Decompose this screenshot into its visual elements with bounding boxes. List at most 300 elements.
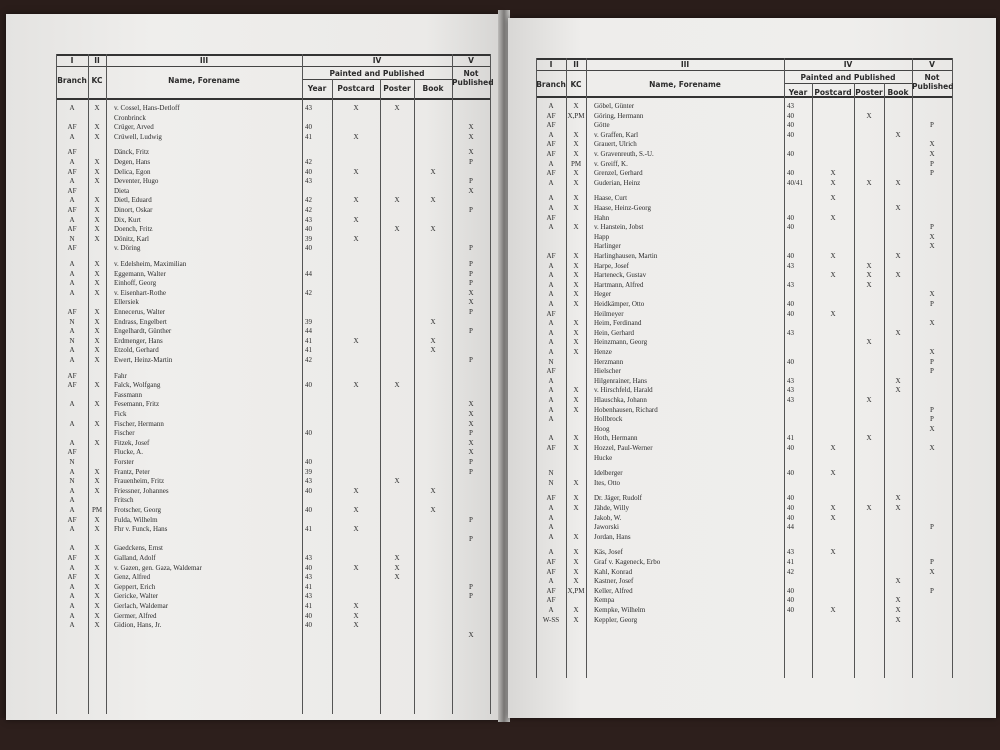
table-row (508, 523, 996, 533)
cell-year: 42 (305, 288, 312, 297)
cell-branch: AF (546, 367, 556, 376)
cell-kc: X (94, 486, 100, 495)
cell-year: 40 (305, 167, 312, 176)
cell-np: X (929, 242, 935, 251)
cell-np: P (469, 458, 473, 466)
table-row (508, 233, 996, 243)
table-row (6, 298, 500, 308)
cell-book: X (430, 506, 436, 514)
cell-kc: X (573, 494, 579, 503)
cell-branch: A (548, 102, 554, 110)
header-painted-rule (784, 83, 912, 84)
header-col-ii: II (573, 60, 579, 69)
cell-branch: AF (67, 167, 77, 176)
table-row (508, 300, 996, 310)
cell-branch: N (548, 469, 554, 478)
cell-np: P (930, 523, 934, 532)
cell-branch: AF (67, 381, 77, 390)
cell-year: 43 (305, 477, 312, 486)
cell-branch: W-SS (542, 615, 560, 624)
cell-year: 41 (305, 346, 312, 355)
header-year: Year (307, 84, 327, 93)
table-row (508, 252, 996, 262)
cell-year: 40 (305, 225, 312, 234)
cell-branch: A (69, 279, 75, 288)
table-row (508, 454, 996, 464)
cell-kc: PM (570, 159, 582, 168)
cell-np: P (930, 558, 934, 566)
cell-name: Frauenheim, Fritz (114, 477, 165, 486)
cell-postcard: X (830, 469, 836, 478)
cell-branch: AF (546, 140, 556, 149)
cell-branch: A (69, 544, 75, 553)
cell-name: v. Hanstein, Jobst (594, 223, 644, 232)
cell-name: Fesemann, Fritz (114, 400, 160, 409)
cell-branch: AF (67, 225, 77, 234)
cell-name: Dänck, Fritz (114, 148, 149, 157)
cell-name: Ellersiek (114, 298, 139, 307)
cell-poster: X (394, 554, 400, 562)
cell-book: X (430, 336, 436, 345)
cell-name: Delica, Egon (114, 167, 151, 176)
table-row (6, 123, 500, 133)
cell-book: X (895, 386, 901, 395)
cell-name: v. Hirschfeld, Harald (594, 386, 653, 395)
cell-name: Grenzel, Gerhard (594, 169, 643, 178)
cell-year: 40 (787, 596, 794, 605)
cell-np: P (469, 582, 473, 591)
cell-np: P (469, 327, 473, 336)
cell-branch: AF (546, 252, 556, 260)
cell-name: Haase, Curt (594, 194, 628, 203)
cell-kc: X (94, 158, 100, 166)
cell-year: 40 (787, 586, 794, 595)
cell-kc: X (94, 356, 100, 364)
cell-book: X (430, 225, 436, 234)
cell-branch: AF (546, 150, 556, 158)
table-row (6, 477, 500, 487)
cell-branch: A (548, 376, 554, 385)
cell-poster: X (394, 225, 400, 234)
cell-kc: X (573, 577, 579, 586)
cell-np: X (468, 400, 474, 409)
table-row (6, 400, 500, 410)
cell-branch: A (69, 327, 75, 336)
cell-name: Gericke, Walter (114, 592, 159, 601)
table-row (508, 194, 996, 204)
cell-kc: X (94, 123, 100, 132)
cell-poster: X (394, 196, 400, 205)
cell-branch: AF (67, 371, 77, 380)
cell-kc: X (94, 563, 100, 572)
cell-kc: X (94, 279, 100, 288)
cell-kc: X,PM (567, 111, 585, 120)
cell-branch: A (69, 438, 75, 447)
cell-kc: X (94, 544, 100, 553)
header-branch: Branch (536, 80, 566, 89)
header-postcard: Postcard (337, 84, 375, 93)
cell-poster: X (394, 381, 400, 390)
cell-kc: X (573, 606, 579, 614)
cell-np: X (929, 232, 935, 241)
cell-kc: X (573, 548, 579, 557)
table-row (508, 596, 996, 606)
table-row (508, 223, 996, 233)
cell-kc: X (573, 223, 579, 232)
cell-year: 43 (787, 548, 794, 557)
cell-name: Heinzmann, Georg (594, 338, 648, 347)
cell-branch: AF (546, 309, 556, 318)
cell-kc: X (94, 477, 100, 486)
table-row (508, 140, 996, 150)
cell-name: Eggemann, Walter (114, 269, 166, 278)
cell-name: Geppert, Erich (114, 582, 156, 591)
cell-year: 44 (305, 327, 312, 336)
cell-kc: X (573, 532, 579, 541)
cell-kc: X (573, 252, 579, 260)
cell-np: P (469, 279, 473, 288)
cell-branch: A (69, 506, 75, 514)
cell-name: Endrass, Engelbert (114, 317, 167, 326)
cell-name: Kastner, Josef (594, 577, 634, 586)
left-table (6, 14, 500, 720)
header-col-v: V (929, 60, 935, 69)
cell-kc: X (573, 328, 579, 337)
cell-name: Göbel, Günter (594, 102, 635, 110)
cell-postcard: X (830, 271, 836, 280)
cell-book: X (895, 178, 901, 187)
cell-branch: A (548, 415, 554, 424)
cell-kc: X (573, 290, 579, 299)
cell-year: 40 (305, 244, 312, 253)
cell-np: P (469, 158, 473, 166)
cell-branch: AF (546, 111, 556, 120)
cell-branch: A (548, 532, 554, 541)
cell-kc: X (94, 288, 100, 297)
cell-branch: A (548, 396, 554, 404)
cell-np: P (469, 177, 473, 186)
cell-branch: AF (67, 573, 77, 582)
table-row (6, 168, 500, 178)
table-row (508, 329, 996, 339)
table-row (6, 187, 500, 197)
cell-branch: A (548, 194, 554, 203)
cell-name: Fahr (114, 371, 127, 380)
table-row (508, 367, 996, 377)
table-row (508, 386, 996, 396)
table-row (508, 242, 996, 252)
cell-kc: X (94, 515, 100, 524)
cell-year: 43 (305, 573, 312, 582)
table-row (508, 494, 996, 504)
cell-np: P (930, 159, 934, 168)
table-row (508, 396, 996, 406)
cell-np: P (469, 269, 473, 278)
cell-branch: A (548, 328, 554, 337)
cell-book: X (430, 167, 436, 176)
cell-branch: A (69, 611, 75, 620)
table-row (508, 479, 996, 489)
cell-branch: A (69, 346, 75, 355)
table-row (508, 310, 996, 320)
cell-postcard: X (353, 381, 359, 390)
cell-book: X (430, 196, 436, 205)
table-row (6, 516, 500, 526)
cell-name: Ites, Otto (594, 478, 621, 487)
table-row (6, 583, 500, 593)
cell-year: 40 (305, 506, 312, 514)
cell-branch: A (548, 434, 554, 443)
table-row (508, 587, 996, 597)
cell-year: 43 (787, 396, 794, 404)
cell-name: Harlinger (594, 242, 621, 251)
cell-branch: A (69, 132, 75, 141)
cell-branch: A (69, 525, 75, 534)
header-col-iv: IV (372, 56, 382, 65)
table-row (6, 216, 500, 226)
cell-year: 42 (787, 567, 794, 576)
cell-postcard: X (353, 506, 359, 514)
table-row (508, 377, 996, 387)
table-row (6, 420, 500, 430)
cell-name: Guderian, Heinz (594, 178, 641, 187)
cell-year: 40 (787, 130, 794, 139)
cell-np: X (468, 186, 474, 195)
cell-name: v. Gazen, gen. Gaza, Waldemar (114, 563, 202, 572)
cell-branch: AF (67, 244, 77, 253)
cell-postcard: X (830, 178, 836, 187)
cell-kc: X (94, 573, 100, 582)
cell-kc: X (573, 405, 579, 414)
cell-np: P (930, 300, 934, 308)
table-row (6, 308, 500, 318)
cell-kc: X (94, 167, 100, 176)
header-col-iii: III (680, 60, 690, 69)
cell-name: Haase, Heinz-Georg (594, 204, 652, 212)
cell-year: 40 (305, 123, 312, 132)
header-bottom-rule (56, 98, 490, 100)
table-row (6, 337, 500, 347)
cell-branch: A (69, 288, 75, 297)
cell-name: v. Edelsheim, Maximilian (114, 260, 187, 268)
cell-postcard: X (353, 486, 359, 495)
cell-np: P (930, 415, 934, 424)
cell-kc: X (94, 525, 100, 534)
cell-branch: A (69, 260, 75, 268)
cell-name: Forster (114, 458, 134, 466)
cell-year: 43 (305, 104, 312, 112)
cell-kc: X (94, 467, 100, 476)
table-row (6, 468, 500, 478)
table-row (6, 381, 500, 391)
table-row (6, 439, 500, 449)
cell-branch: A (548, 204, 554, 212)
cell-poster: X (394, 104, 400, 112)
cell-year: 42 (305, 206, 312, 214)
cell-np: P (469, 429, 473, 438)
cell-branch: A (548, 504, 554, 512)
cell-np: P (469, 467, 473, 476)
cell-name: Harlinghausen, Martin (594, 252, 658, 260)
cell-branch: AF (546, 586, 556, 595)
table-row (6, 279, 500, 289)
cell-np: X (929, 319, 935, 328)
cell-branch: AF (546, 558, 556, 566)
cell-year: 40 (305, 429, 312, 438)
cell-name: v. Greiff, K. (594, 159, 628, 168)
table-row (508, 169, 996, 179)
cell-year: 39 (305, 234, 312, 243)
cell-branch: A (548, 348, 554, 356)
cell-year: 41 (305, 132, 312, 141)
table-row (508, 504, 996, 514)
table-row (508, 606, 996, 616)
table-row (6, 448, 500, 458)
table-row (508, 348, 996, 358)
table-row (6, 544, 500, 554)
cell-np: P (469, 356, 473, 364)
table-row (6, 356, 500, 366)
table-row (6, 260, 500, 270)
cell-branch: A (548, 159, 554, 168)
cell-postcard: X (830, 169, 836, 178)
cell-book: X (895, 376, 901, 385)
cell-np: P (930, 169, 934, 178)
cell-poster: X (866, 434, 872, 443)
cell-branch: A (69, 496, 75, 505)
cell-kc: X (573, 169, 579, 178)
cell-np: X (468, 123, 474, 132)
cell-year: 40 (787, 300, 794, 308)
cell-postcard: X (353, 196, 359, 205)
header-branch: Branch (57, 76, 87, 85)
header-poster: Poster (855, 88, 883, 97)
cell-np: P (930, 223, 934, 232)
cell-branch: AF (67, 123, 77, 132)
table-row (6, 487, 500, 497)
cell-np: P (930, 357, 934, 366)
cell-postcard: X (353, 602, 359, 610)
cell-name: Ewert, Heinz-Martin (114, 356, 173, 364)
cell-year: 43 (305, 215, 312, 224)
cell-branch: A (548, 280, 554, 289)
cell-np: P (469, 592, 473, 601)
cell-branch: A (69, 158, 75, 166)
cell-kc: X (573, 434, 579, 443)
cell-kc: X (573, 444, 579, 452)
cell-postcard: X (353, 167, 359, 176)
cell-name: Crüwell, Ludwig (114, 132, 162, 141)
table-row (508, 415, 996, 425)
cell-np: P (469, 308, 473, 316)
cell-name: Etzold, Gerhard (114, 346, 159, 355)
cell-poster: X (866, 338, 872, 347)
cell-year: 43 (787, 280, 794, 289)
cell-name: Erdmenger, Hans (114, 336, 163, 345)
cell-np: X (468, 630, 474, 639)
cell-kc: X (573, 102, 579, 110)
cell-name: Hielscher (594, 367, 621, 376)
cell-name: Friessner, Johannes (114, 486, 169, 495)
cell-branch: AF (546, 121, 556, 130)
table-row (508, 425, 996, 435)
table-row (508, 204, 996, 214)
cell-np: X (929, 290, 935, 299)
cell-name: Dinort, Oskar (114, 206, 153, 214)
table-row (6, 612, 500, 622)
table-row (6, 573, 500, 583)
cell-kc: X (94, 177, 100, 186)
cell-name: Doench, Fritz (114, 225, 153, 234)
cell-branch: AF (546, 596, 556, 605)
right-page (508, 18, 996, 718)
cell-book: X (895, 606, 901, 614)
cell-np: X (468, 132, 474, 141)
cell-year: 43 (305, 177, 312, 186)
cell-kc: X (94, 592, 100, 601)
cell-kc: X (94, 419, 100, 428)
cell-poster: X (394, 563, 400, 572)
cell-year: 43 (787, 102, 794, 110)
cell-branch: A (548, 261, 554, 270)
table-row (508, 179, 996, 189)
cell-name: Einhoff, Georg (114, 279, 157, 288)
cell-name: Cronbrinck (114, 113, 146, 122)
cell-branch: A (548, 577, 554, 586)
cell-year: 39 (305, 317, 312, 326)
header-book: Book (422, 84, 444, 93)
table-row (6, 346, 500, 356)
cell-year: 40 (787, 513, 794, 522)
header-name: Name, Forename (168, 76, 240, 85)
cell-np: P (930, 586, 934, 595)
cell-name: Genz, Alfred (114, 573, 151, 582)
cell-poster: X (866, 271, 872, 280)
cell-np: X (929, 140, 935, 149)
cell-year: 40/41 (787, 178, 803, 187)
cell-np: P (930, 367, 934, 376)
header-name: Name, Forename (649, 80, 721, 89)
cell-book: X (895, 328, 901, 337)
cell-year: 40 (787, 309, 794, 318)
cell-name: Jähde, Willy (594, 504, 629, 512)
cell-book: X (430, 486, 436, 495)
cell-name: Dieta (114, 186, 130, 195)
table-row (6, 554, 500, 564)
table-row (6, 270, 500, 280)
cell-name: Frantz, Peter (114, 467, 150, 476)
cell-branch: AF (67, 206, 77, 214)
table-row (6, 621, 500, 631)
cell-branch: N (548, 478, 554, 487)
table-row (508, 131, 996, 141)
header-col-i: I (70, 56, 74, 65)
cell-postcard: X (353, 234, 359, 243)
header-not-published: Not Published (912, 73, 954, 91)
cell-branch: AF (546, 213, 556, 222)
table-row (6, 244, 500, 254)
cell-year: 40 (787, 252, 794, 260)
cell-name: Heger (594, 290, 612, 299)
table-row (6, 372, 500, 382)
cell-postcard: X (830, 504, 836, 512)
header-col-iii: III (199, 56, 209, 65)
cell-postcard: X (830, 513, 836, 522)
cell-year: 40 (787, 606, 794, 614)
cell-kc: X (573, 271, 579, 280)
cell-kc: X (573, 504, 579, 512)
table-row (6, 506, 500, 516)
